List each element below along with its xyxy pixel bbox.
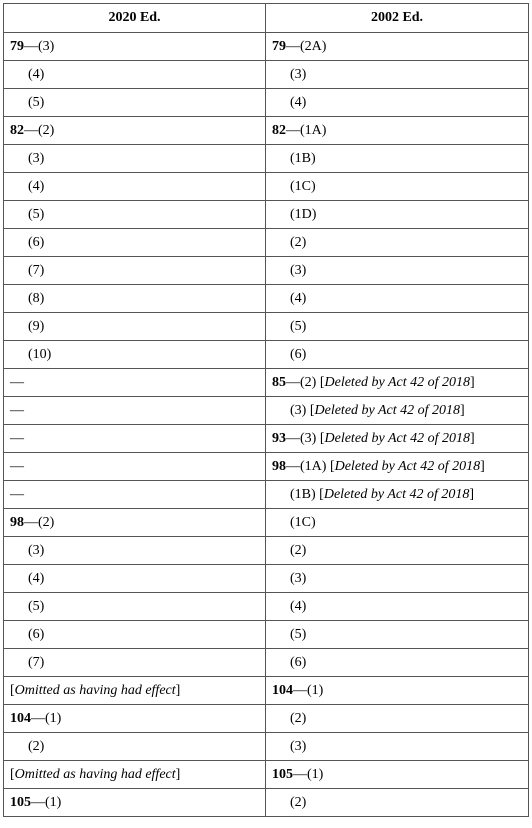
2002-ed-cell bbox=[266, 649, 529, 677]
2020-ed-cell bbox=[4, 621, 266, 649]
close-bracket: ] bbox=[470, 374, 475, 390]
provision-reference: —(1) bbox=[31, 794, 62, 810]
2020-ed-cell bbox=[4, 733, 266, 761]
2002-ed-cell bbox=[266, 593, 529, 621]
table-row bbox=[4, 677, 529, 705]
provision-reference: (3) bbox=[28, 150, 45, 166]
provision-reference: (2) bbox=[28, 738, 45, 754]
provision-reference: —(1A) bbox=[286, 122, 327, 138]
provision-reference: (3) bbox=[290, 738, 307, 754]
2020-ed-cell bbox=[4, 285, 266, 313]
provision-reference: (2) bbox=[290, 710, 307, 726]
table-row bbox=[4, 341, 529, 369]
provision-reference: (6) bbox=[290, 346, 307, 362]
2020-ed-cell bbox=[4, 509, 266, 537]
close-bracket: ] bbox=[480, 458, 485, 474]
2002-ed-cell bbox=[266, 481, 529, 509]
2002-ed-cell bbox=[266, 397, 529, 425]
2020-ed-cell bbox=[4, 453, 266, 481]
2020-ed-cell bbox=[4, 33, 266, 61]
provision-reference: —(2) bbox=[24, 514, 55, 530]
provision-note: Deleted by Act 42 of 2018 bbox=[324, 430, 471, 446]
close-bracket: ] bbox=[460, 402, 465, 418]
provision-reference: (1C) bbox=[290, 514, 316, 530]
provision-reference: (5) bbox=[28, 206, 45, 222]
table-row bbox=[4, 285, 529, 313]
table-row bbox=[4, 33, 529, 61]
table-row bbox=[4, 593, 529, 621]
provision-reference: (3) bbox=[290, 66, 307, 82]
2002-ed-cell bbox=[266, 705, 529, 733]
provision-reference: (9) bbox=[28, 318, 45, 334]
provision-reference: (5) bbox=[290, 318, 307, 334]
table-row bbox=[4, 789, 529, 817]
open-bracket: [ bbox=[10, 766, 15, 782]
provision-reference: (10) bbox=[28, 346, 52, 362]
table-row bbox=[4, 453, 529, 481]
section-number: 105 bbox=[10, 794, 31, 810]
table-row bbox=[4, 565, 529, 593]
comparative-table bbox=[3, 3, 529, 817]
provision-reference: —(2) bbox=[24, 122, 55, 138]
provision-note: Deleted by Act 42 of 2018 bbox=[323, 486, 470, 502]
section-number: 82 bbox=[272, 122, 286, 138]
2020-ed-cell bbox=[4, 537, 266, 565]
provision-reference: (5) bbox=[28, 94, 45, 110]
provision-reference: (3) bbox=[290, 262, 307, 278]
2002-ed-cell bbox=[266, 369, 529, 397]
provision-reference: (2) bbox=[290, 234, 307, 250]
2002-ed-cell bbox=[266, 761, 529, 789]
open-bracket: [ bbox=[319, 374, 325, 390]
2002-ed-cell bbox=[266, 789, 529, 817]
2020-ed-cell bbox=[4, 425, 266, 453]
table-row bbox=[4, 173, 529, 201]
close-bracket: ] bbox=[470, 430, 475, 446]
provision-reference: (3) bbox=[290, 570, 307, 586]
2020-ed-cell bbox=[4, 593, 266, 621]
table-row bbox=[4, 61, 529, 89]
2002-ed-cell bbox=[266, 33, 529, 61]
section-number: 79 bbox=[272, 38, 286, 54]
2020-ed-cell bbox=[4, 201, 266, 229]
section-number: 104 bbox=[272, 682, 293, 698]
table-row bbox=[4, 761, 529, 789]
header-row bbox=[4, 4, 529, 33]
provision-reference: —(2) bbox=[286, 374, 320, 390]
table-row bbox=[4, 537, 529, 565]
provision-reference: (3) bbox=[28, 542, 45, 558]
open-bracket: [ bbox=[329, 458, 335, 474]
open-bracket: [ bbox=[309, 402, 315, 418]
provision-reference: — bbox=[10, 402, 24, 418]
2002-ed-cell bbox=[266, 341, 529, 369]
close-bracket: ] bbox=[469, 486, 475, 502]
2002-ed-cell bbox=[266, 89, 529, 117]
table-row bbox=[4, 425, 529, 453]
provision-note: Deleted by Act 42 of 2018 bbox=[324, 374, 471, 390]
section-number: 105 bbox=[272, 766, 293, 782]
2020-ed-cell bbox=[4, 369, 266, 397]
table-row bbox=[4, 117, 529, 145]
open-bracket: [ bbox=[10, 682, 15, 698]
table-row bbox=[4, 257, 529, 285]
2002-ed-cell bbox=[266, 201, 529, 229]
provision-reference: (4) bbox=[28, 66, 45, 82]
provision-note: Omitted as having had effect bbox=[14, 682, 176, 698]
2020-ed-cell bbox=[4, 397, 266, 425]
provision-reference: — bbox=[10, 458, 24, 474]
2020-ed-cell bbox=[4, 677, 266, 705]
2020-ed-cell bbox=[4, 761, 266, 789]
provision-reference: (3) bbox=[290, 402, 310, 418]
provision-reference: —(1) bbox=[31, 710, 62, 726]
section-number: 85 bbox=[272, 374, 286, 390]
2002-ed-cell bbox=[266, 565, 529, 593]
provision-reference: (4) bbox=[28, 178, 45, 194]
2002-ed-cell bbox=[266, 257, 529, 285]
open-bracket: [ bbox=[319, 486, 324, 502]
2020-ed-cell bbox=[4, 145, 266, 173]
provision-reference: (4) bbox=[28, 570, 45, 586]
provision-reference: (1B) bbox=[290, 150, 316, 166]
provision-reference: —(2A) bbox=[286, 38, 327, 54]
2002-ed-cell bbox=[266, 509, 529, 537]
2002-ed-cell bbox=[266, 117, 529, 145]
provision-reference: —(3) bbox=[286, 430, 320, 446]
table-row bbox=[4, 369, 529, 397]
table-row bbox=[4, 621, 529, 649]
provision-reference: (6) bbox=[28, 234, 45, 250]
2020-ed-cell bbox=[4, 705, 266, 733]
provision-reference: —(3) bbox=[24, 38, 55, 54]
2020-ed-cell bbox=[4, 789, 266, 817]
column-header-2020: 2020 Ed. bbox=[4, 4, 266, 33]
table-row bbox=[4, 89, 529, 117]
table-row bbox=[4, 509, 529, 537]
2002-ed-cell bbox=[266, 537, 529, 565]
2020-ed-cell bbox=[4, 341, 266, 369]
section-number: 79 bbox=[10, 38, 24, 54]
provision-reference: (7) bbox=[28, 654, 45, 670]
section-number: 82 bbox=[10, 122, 24, 138]
table-row bbox=[4, 201, 529, 229]
2002-ed-cell bbox=[266, 425, 529, 453]
provision-note: Omitted as having had effect bbox=[14, 766, 176, 782]
table-body bbox=[4, 33, 529, 817]
close-bracket: ] bbox=[175, 766, 181, 782]
table-row bbox=[4, 649, 529, 677]
provision-reference: —(1) bbox=[293, 766, 324, 782]
2002-ed-cell bbox=[266, 285, 529, 313]
provision-reference: (8) bbox=[28, 290, 45, 306]
table-row bbox=[4, 313, 529, 341]
provision-reference: —(1A) bbox=[286, 458, 330, 474]
2020-ed-cell bbox=[4, 257, 266, 285]
2020-ed-cell bbox=[4, 481, 266, 509]
2002-ed-cell bbox=[266, 313, 529, 341]
table-row bbox=[4, 705, 529, 733]
provision-reference: (5) bbox=[28, 598, 45, 614]
section-number: 104 bbox=[10, 710, 31, 726]
provision-reference: — bbox=[10, 486, 24, 502]
2002-ed-cell bbox=[266, 453, 529, 481]
section-number: 98 bbox=[272, 458, 286, 474]
provision-reference: (4) bbox=[290, 598, 307, 614]
section-number: 98 bbox=[10, 514, 24, 530]
provision-reference: (2) bbox=[290, 794, 307, 810]
table-row bbox=[4, 229, 529, 257]
provision-reference: (2) bbox=[290, 542, 307, 558]
2020-ed-cell bbox=[4, 229, 266, 257]
provision-reference: (1C) bbox=[290, 178, 316, 194]
2002-ed-cell bbox=[266, 677, 529, 705]
2020-ed-cell bbox=[4, 173, 266, 201]
section-number: 93 bbox=[272, 430, 286, 446]
provision-reference: (4) bbox=[290, 290, 307, 306]
2020-ed-cell bbox=[4, 89, 266, 117]
table-row bbox=[4, 481, 529, 509]
2020-ed-cell bbox=[4, 313, 266, 341]
2002-ed-cell bbox=[266, 173, 529, 201]
2002-ed-cell bbox=[266, 61, 529, 89]
2002-ed-cell bbox=[266, 145, 529, 173]
table-row bbox=[4, 145, 529, 173]
provision-reference: (1D) bbox=[290, 206, 317, 222]
2020-ed-cell bbox=[4, 61, 266, 89]
provision-reference: (6) bbox=[290, 654, 307, 670]
2002-ed-cell bbox=[266, 733, 529, 761]
provision-reference: (7) bbox=[28, 262, 45, 278]
2020-ed-cell bbox=[4, 649, 266, 677]
column-header-2002: 2002 Ed. bbox=[266, 4, 529, 33]
provision-reference: —(1) bbox=[293, 682, 324, 698]
table-row bbox=[4, 733, 529, 761]
provision-reference: (5) bbox=[290, 626, 307, 642]
2002-ed-cell bbox=[266, 229, 529, 257]
provision-note: Deleted by Act 42 of 2018 bbox=[334, 458, 481, 474]
close-bracket: ] bbox=[175, 682, 181, 698]
provision-reference: (1B) bbox=[290, 486, 320, 502]
provision-reference: — bbox=[10, 430, 24, 446]
2002-ed-cell bbox=[266, 621, 529, 649]
provision-reference: (6) bbox=[28, 626, 45, 642]
open-bracket: [ bbox=[319, 430, 325, 446]
2020-ed-cell bbox=[4, 565, 266, 593]
provision-reference: — bbox=[10, 374, 24, 390]
provision-reference: (4) bbox=[290, 94, 307, 110]
provision-note: Deleted by Act 42 of 2018 bbox=[314, 402, 461, 418]
table-row bbox=[4, 397, 529, 425]
2020-ed-cell bbox=[4, 117, 266, 145]
